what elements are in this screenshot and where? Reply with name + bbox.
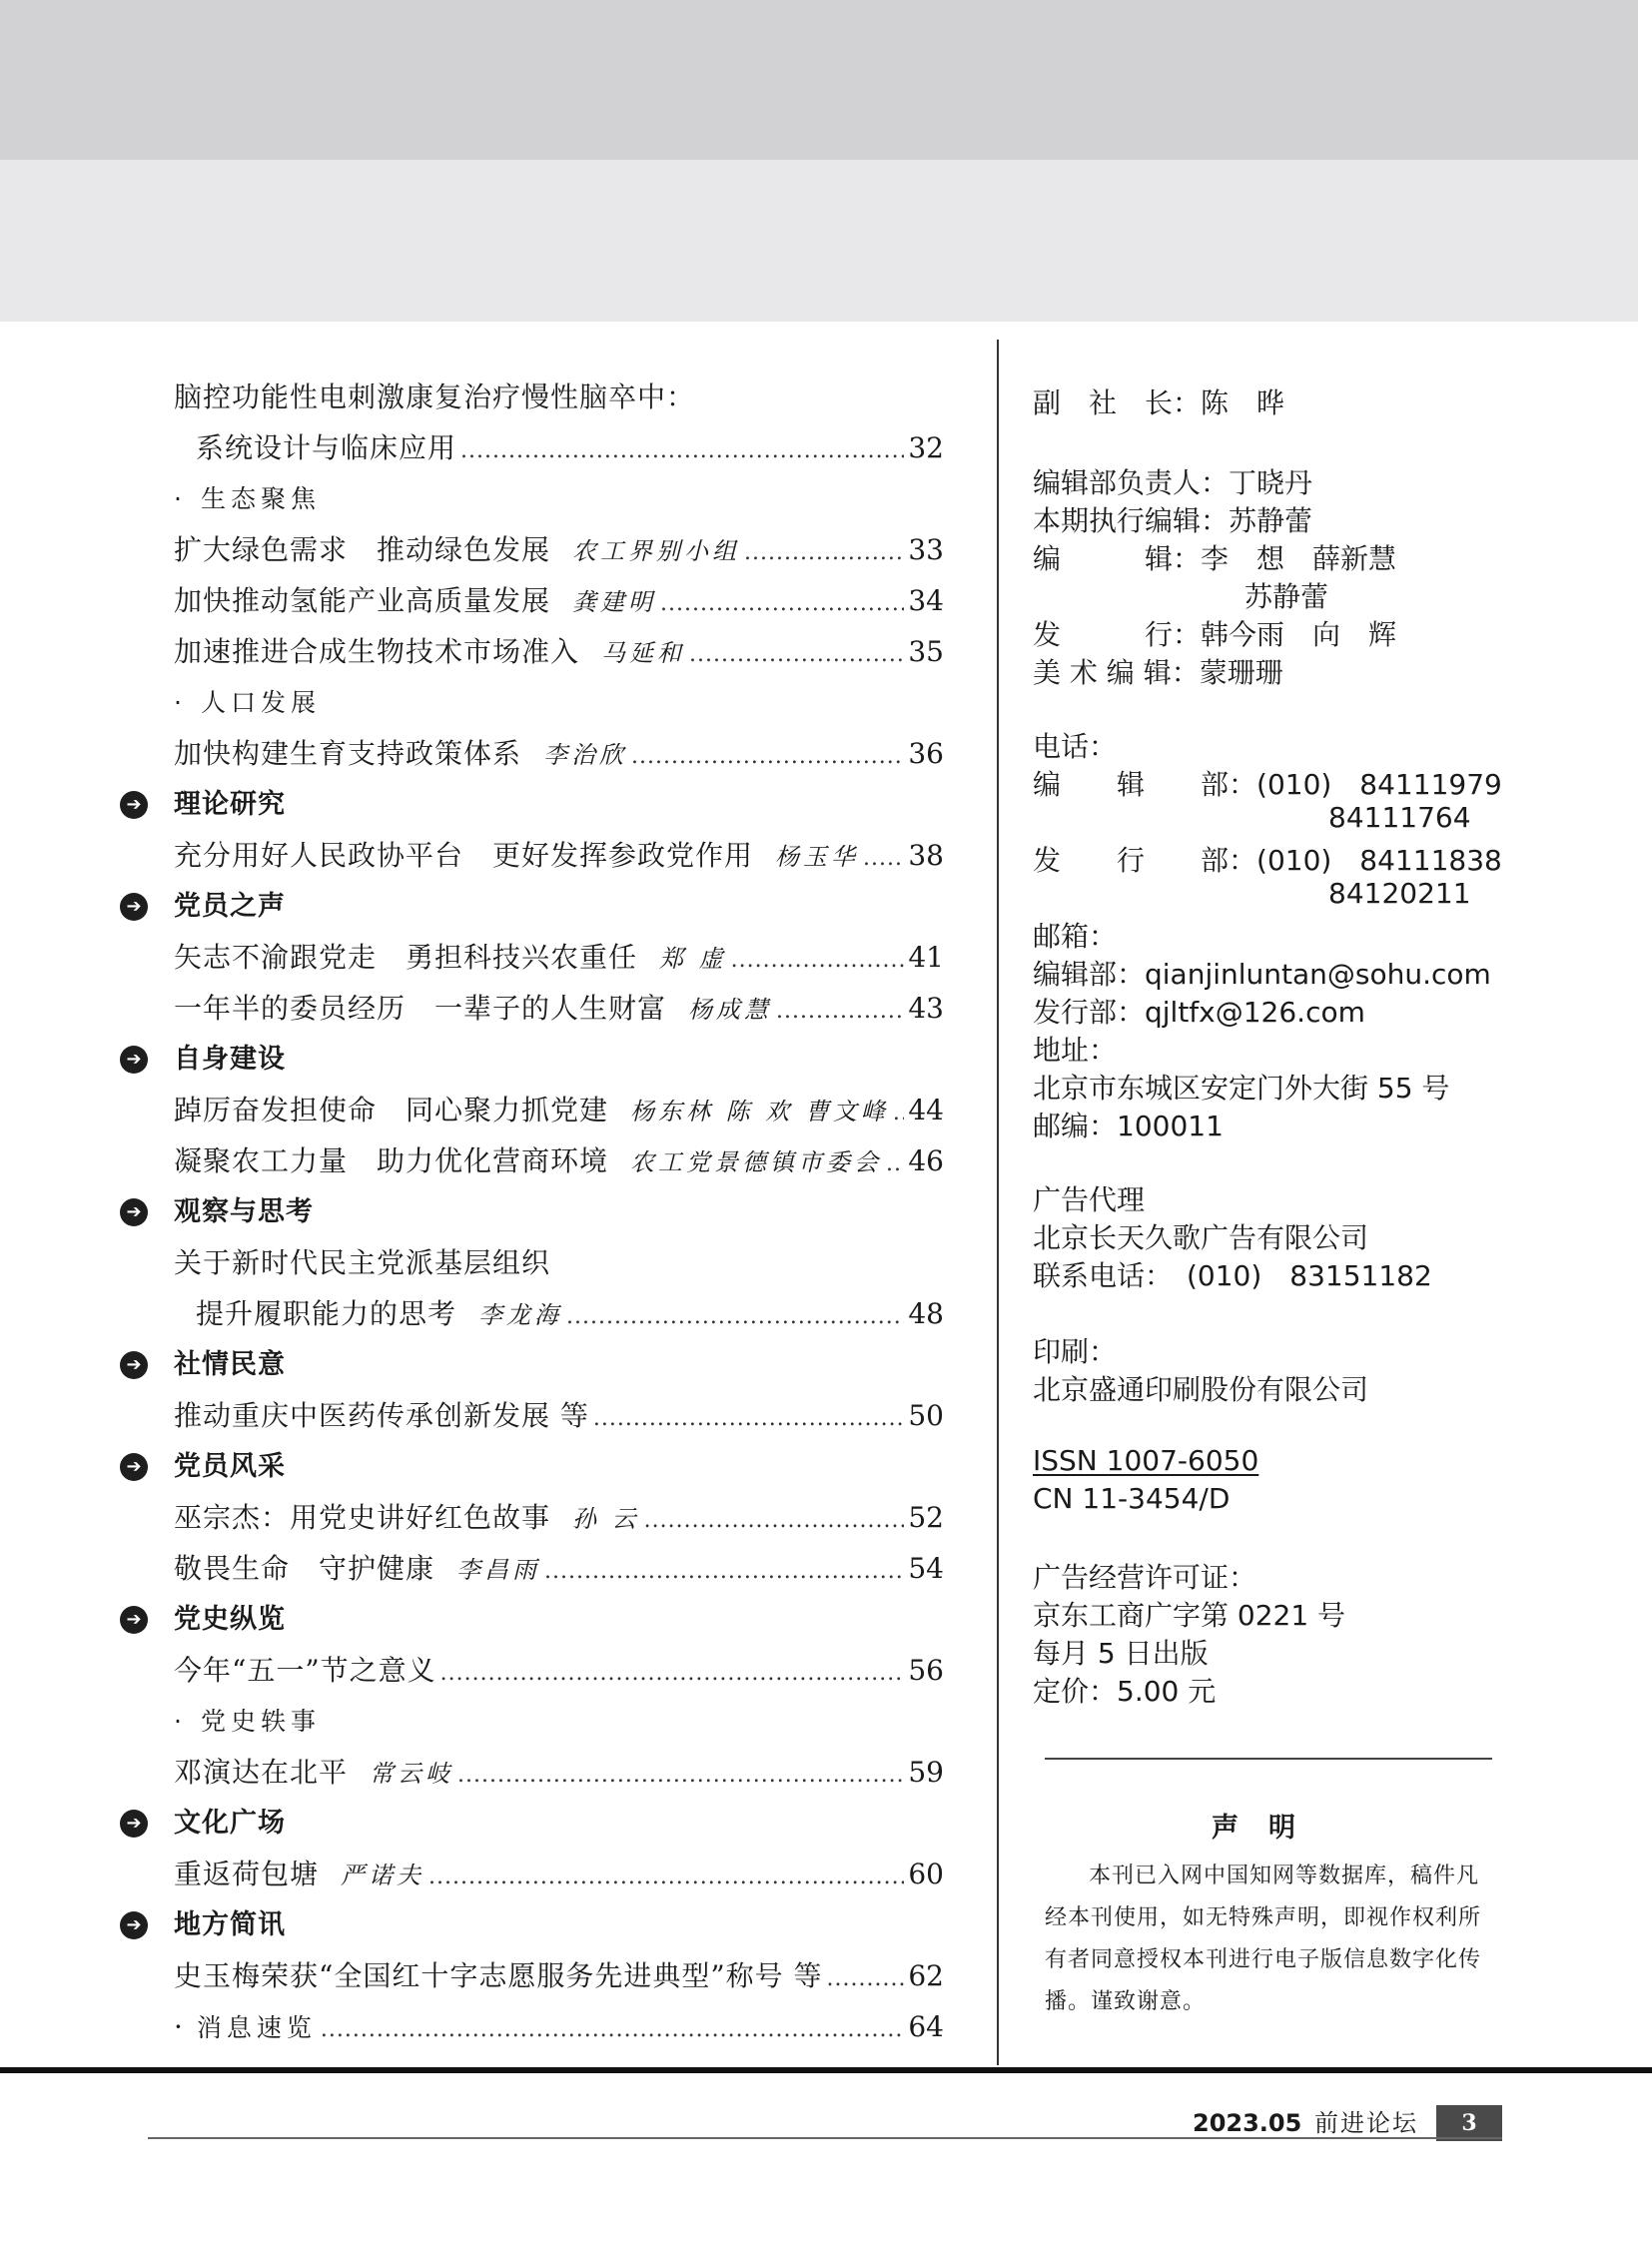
art-editor-label: 美 术 编 辑： [1033,656,1200,689]
section-title: 自身建设 [174,1044,286,1075]
email-label: 邮箱： [1033,920,1118,953]
toc-section [120,1339,944,1390]
postcode: 邮编：100011 [1033,1110,1224,1142]
entry-page: 64 [908,2010,944,2043]
phone-label: 电话： [1033,730,1118,763]
header-band-light [0,160,1652,322]
cn-number: CN 11-3454/D [1033,1482,1231,1515]
toc-subsection [120,473,944,524]
entry-author: 郑 虚 [659,945,727,973]
editor-head-label: 编辑部负责人： [1033,466,1230,499]
toc-entry [120,626,944,677]
subsection-title: 生态聚焦 [200,484,321,513]
dot-leader [776,986,904,1037]
exec-editor-label: 本期执行编辑： [1033,504,1230,537]
dot-leader [544,1546,904,1597]
dot-leader [660,578,904,629]
distribution-label: 发 行： [1033,618,1202,651]
toc-entry [120,372,944,422]
entry-page: 48 [908,1297,944,1330]
entry-title: 提升履职能力的思考 [196,1297,457,1330]
toc-subsection [120,1696,944,1747]
entry-title: 一年半的委员经历 一辈子的人生财富 [174,992,667,1025]
section-title: 社情民意 [174,1349,286,1380]
distribution-value: 韩今雨 向 辉 [1201,618,1397,651]
entry-page: 52 [908,1501,944,1534]
subsection-title: 党史轶事 [200,1707,321,1736]
entry-title: 充分用好人民政协平台 更好发挥参政党作用 [174,839,754,872]
entry-page: 59 [908,1756,944,1789]
toc-section [120,1034,944,1085]
header-band-edge [1638,0,1652,322]
entry-page: 54 [908,1552,944,1585]
toc-entry [120,728,944,779]
address: 北京市东城区安定门外大街 55 号 [1033,1072,1450,1105]
entry-author: 严诺夫 [341,1862,425,1889]
entry-author: 杨东林 陈 欢 曹文峰 [630,1098,889,1125]
printer: 北京盛通印刷股份有限公司 [1033,1373,1369,1406]
toc-entry [120,2001,944,2052]
bullet-icon: · [174,2010,183,2043]
exec-editor-value: 苏静蕾 [1229,504,1313,537]
toc-entry [120,983,944,1034]
dot-leader [460,425,904,476]
toc-section [120,1798,944,1849]
ad-phone: 联系电话： (010) 83151182 [1033,1259,1432,1292]
entry-title: 矢志不渝跟党走 勇担科技兴农重任 [174,941,638,974]
arrow-circle-icon: ➔ [120,1198,148,1226]
arrow-circle-icon: ➔ [120,1351,148,1379]
dist-dept-label: 发 行 部： [1033,844,1257,877]
deputy-value: 陈 晔 [1201,386,1285,419]
toc-section [120,881,944,932]
dist-dept-phone-1: (010) 84111838 [1256,844,1502,877]
dot-leader [893,1088,904,1138]
footer-line [148,2137,1502,2139]
entry-title: 推动重庆中医药传承创新发展 等 [174,1399,589,1432]
bullet-icon: · [174,1707,187,1736]
issn: ISSN 1007-6050 [1033,1444,1259,1477]
dot-leader [457,1750,904,1801]
entry-page: 56 [908,1654,944,1687]
toc-section [120,779,944,830]
dot-leader [566,1291,904,1342]
editors-line [1033,537,1396,577]
toc-entry [120,1849,944,1899]
section-title: 地方简讯 [174,1909,286,1940]
editors-label: 编 辑： [1033,542,1202,575]
dot-leader [644,1495,905,1546]
entry-title: 关于新时代民主党派基层组织 [174,1246,551,1279]
arrow-circle-icon: ➔ [120,1810,148,1838]
toc-entry [120,932,944,983]
entry-title: 脑控功能性电刺激康复治疗慢性脑卒中： [174,380,696,413]
edit-dept-phone-2: 84111764 [1328,801,1471,834]
entry-title: 重返荷包塘 [174,1858,320,1890]
notice-rule [1045,1758,1492,1760]
entry-page: 60 [908,1858,944,1890]
toc-section [120,1186,944,1237]
toc-entry [120,1237,944,1288]
dot-leader [863,833,904,884]
print-label: 印刷： [1033,1335,1118,1368]
entry-author: 马延和 [601,639,686,667]
toc-entry [120,1390,944,1441]
entry-title: 敬畏生命 守护健康 [174,1552,435,1585]
entry-title: 扩大绿色需求 推动绿色发展 [174,533,551,566]
entry-title: 加快推动氢能产业高质量发展 [174,584,551,617]
dot-leader [631,731,904,782]
ad-agency-label: 广告代理 [1033,1183,1146,1216]
entry-title: 加速推进合成生物技术市场准入 [174,635,580,668]
toc-entry [120,1950,944,2001]
edit-dept-phone-1: (010) 84111979 [1256,768,1502,801]
arrow-circle-icon: ➔ [120,893,148,921]
section-title: 党史纵览 [174,1604,286,1635]
dot-leader [731,935,905,986]
toc-subsection [120,677,944,728]
table-of-contents [120,372,944,2052]
toc-section [120,1441,944,1492]
entry-page: 38 [908,839,944,872]
header-band-dark [0,0,1652,160]
license: 京东工商广字第 0221 号 [1033,1599,1346,1632]
entry-page: 50 [908,1399,944,1432]
column-divider [997,340,999,2065]
dot-leader [744,527,904,578]
dot-leader [440,1648,905,1699]
ad-agency: 北京长天久歌广告有限公司 [1033,1221,1369,1254]
arrow-circle-icon: ➔ [120,1046,148,1074]
section-title: 党员风采 [174,1451,286,1482]
edit-dept-label: 编 辑 部： [1033,768,1257,801]
entry-author: 杨成慧 [688,996,773,1024]
entry-page: 43 [908,992,944,1025]
toc-entry [120,1288,944,1339]
toc-section [120,1899,944,1950]
editors-value-2: 苏静蕾 [1244,580,1329,613]
entry-page: 33 [908,533,944,566]
page-number: 3 [1436,2105,1502,2141]
deputy-label: 副 社 长： [1033,386,1202,419]
bullet-icon: · [174,688,187,717]
entry-author: 李治欣 [543,741,628,769]
entry-author: 李龙海 [478,1301,563,1329]
arrow-circle-icon: ➔ [120,1606,148,1634]
toc-entry [120,1135,944,1186]
entry-title: 巫宗杰：用党史讲好红色故事 [174,1501,551,1534]
footer-bar [0,2067,1652,2073]
notice-body: 本刊已入网中国知网等数据库，稿件凡经本刊使用，如无特殊声明，即视作权利所有者同意授权本刊进行电子版信息数字化传播。谨致谢意。 [1045,1864,1482,2014]
dot-leader [827,1953,905,2004]
toc-entry [120,422,944,473]
section-title: 理论研究 [174,789,286,820]
notice-title: 声明 [1212,1813,1325,1844]
entry-author: 孙 云 [572,1505,640,1533]
entry-page: 34 [908,584,944,617]
dot-leader [321,2004,904,2055]
price: 定价：5.00 元 [1033,1675,1217,1708]
dot-leader [593,1393,904,1444]
art-editor-value: 蒙珊珊 [1199,656,1283,689]
entry-title: 消息速览 [196,2013,317,2042]
entry-title: 今年“五一”节之意义 [174,1654,436,1687]
dot-leader [428,1852,904,1902]
entry-page: 41 [908,941,944,974]
license-label: 广告经营许可证： [1033,1561,1257,1594]
art-editor-line [1033,651,1283,691]
editors-line-2 [1244,575,1328,615]
dist-email: 发行部：qjltfx@126.com [1033,996,1365,1029]
footer-date: 2023.05 [1193,2109,1302,2137]
entry-title: 踔厉奋发担使命 同心聚力抓党建 [174,1094,609,1126]
editor-head-line [1033,461,1312,501]
entry-page: 35 [908,635,944,668]
toc-entry [120,1645,944,1696]
subsection-title: 人口发展 [200,688,321,717]
toc-section [120,1594,944,1645]
editor-head-value: 丁晓丹 [1229,466,1313,499]
distribution-line [1033,613,1396,653]
entry-author: 农工界别小组 [572,537,741,565]
entry-page: 46 [908,1144,944,1177]
toc-entry [120,575,944,626]
entry-author: 杨玉华 [775,843,860,871]
entry-page: 36 [908,737,944,770]
entry-title: 系统设计与临床应用 [196,431,457,464]
section-title: 文化广场 [174,1808,286,1839]
publish-day: 每月 5 日出版 [1033,1637,1209,1670]
section-title: 党员之声 [174,891,286,922]
entry-title: 加快构建生育支持政策体系 [174,737,522,770]
editors-value: 李 想 薛新慧 [1201,542,1397,575]
dot-leader [886,1138,904,1189]
dist-dept-phone-line [1033,839,1502,879]
entry-author: 龚建明 [572,588,657,616]
deputy-line [1033,381,1284,421]
dist-dept-phone-2: 84120211 [1328,877,1471,910]
edit-dept-phone-line [1033,763,1502,803]
arrow-circle-icon: ➔ [120,1453,148,1481]
entry-page: 62 [908,1959,944,1992]
address-label: 地址： [1033,1034,1118,1067]
edit-email: 编辑部：qianjinluntan@sohu.com [1033,958,1491,991]
toc-entry [120,1747,944,1798]
entry-page: 44 [908,1094,944,1126]
arrow-circle-icon: ➔ [120,1911,148,1939]
bullet-icon: · [174,484,187,513]
entry-author: 李昌雨 [456,1556,541,1584]
toc-entry [120,830,944,881]
arrow-circle-icon: ➔ [120,791,148,819]
entry-title: 史玉梅荣获“全国红十字志愿服务先进典型”称号 等 [174,1959,823,1992]
entry-title: 凝聚农工力量 助力优化营商环境 [174,1144,609,1177]
dot-leader [689,629,904,680]
toc-entry [120,1085,944,1135]
toc-entry [120,1543,944,1594]
entry-title: 邓演达在北平 [174,1756,349,1789]
exec-editor-line [1033,499,1312,539]
footer-magazine: 前进论坛 [1314,2109,1418,2137]
section-title: 观察与思考 [174,1196,314,1227]
entry-author: 农工党景德镇市委会 [630,1148,883,1176]
entry-page: 32 [908,431,944,464]
entry-author: 常云岐 [370,1760,454,1788]
toc-entry [120,1492,944,1543]
toc-entry [120,524,944,575]
